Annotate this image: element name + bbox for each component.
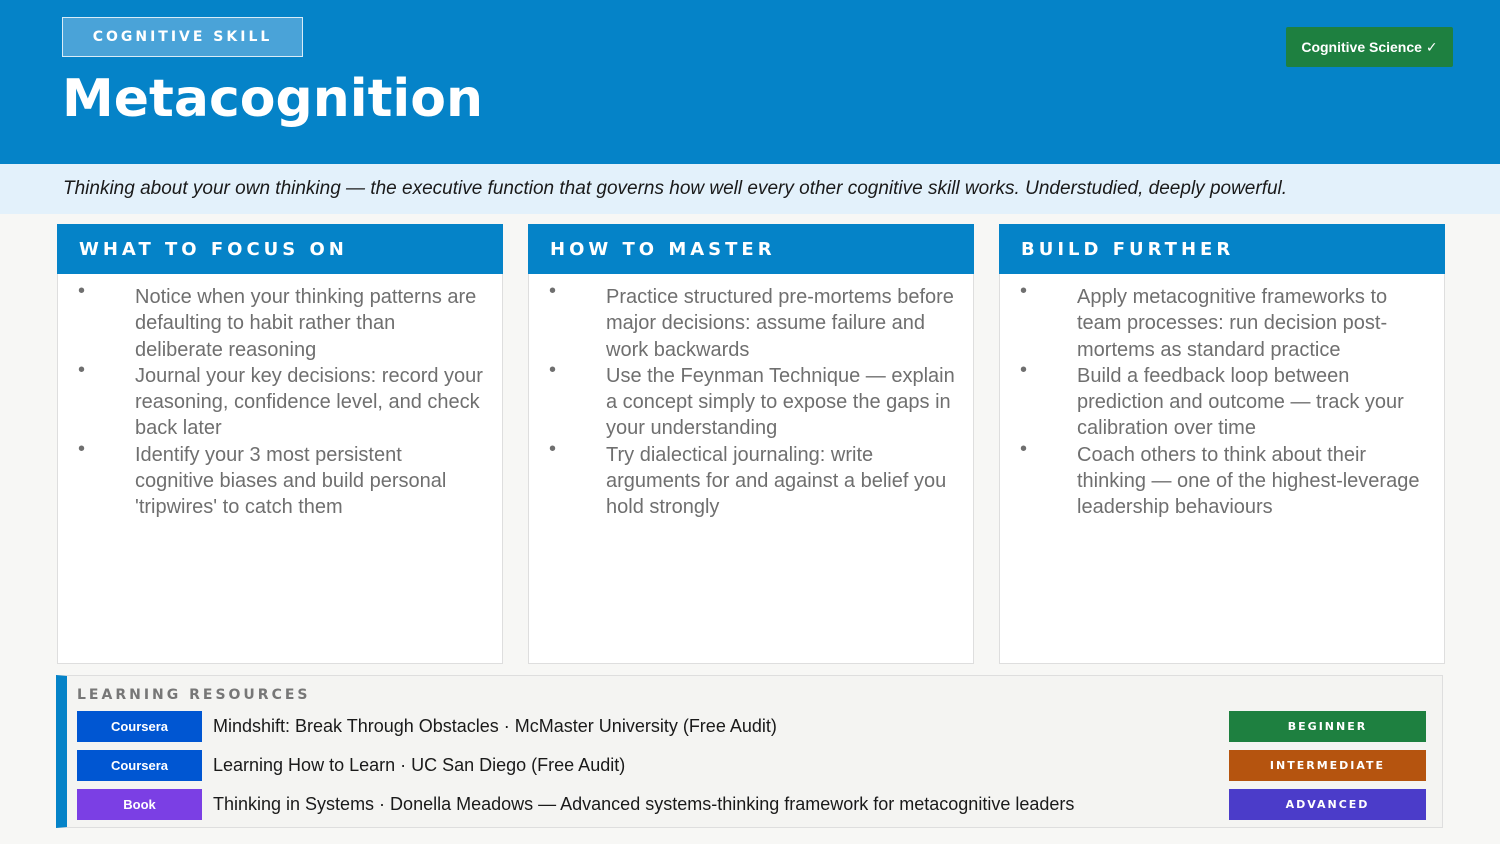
list-item-text: Apply metacognitive frameworks to team processes: run decision post-mortems as standard practice bbox=[1077, 286, 1388, 361]
bullet-icon: • bbox=[1020, 437, 1028, 460]
provider-tag: Book bbox=[77, 789, 202, 820]
list-item-text: Practice structured pre-mortems before major decisions: assume failure and work backwards bbox=[606, 286, 954, 361]
column-focus bbox=[57, 224, 503, 664]
list-item-text: Use the Feynman Technique — explain a concept simply to expose the gaps in your understanding bbox=[606, 364, 955, 440]
column-header: HOW TO MASTER bbox=[528, 224, 974, 274]
bullet-icon: • bbox=[1020, 358, 1028, 381]
bullet-icon: • bbox=[78, 280, 86, 302]
bullet-icon: • bbox=[78, 358, 86, 381]
list-item-text: Journal your key decisions: record your reasoning, confidence level, and check back later bbox=[135, 364, 483, 440]
resource-link[interactable]: Thinking in Systems · Donella Meadows — Advanced systems-thinking framework for metacognitive leaders bbox=[213, 794, 1075, 814]
list-item bbox=[1000, 437, 1444, 521]
list-item bbox=[529, 280, 973, 363]
level-badge: INTERMEDIATE bbox=[1229, 750, 1426, 781]
list-item-text: Try dialectical journaling: write arguments for and against a belief you hold strongly bbox=[606, 443, 947, 519]
subtitle: Thinking about your own thinking — the executive function that governs how well every other cognitive skill works. Understudied, deeply powerful. bbox=[63, 178, 1288, 199]
resource-row[interactable] bbox=[77, 711, 1437, 742]
list-item-text: Build a feedback loop between prediction and outcome — track your calibration over time bbox=[1077, 364, 1404, 440]
resource-row[interactable] bbox=[77, 789, 1437, 820]
resources-title: LEARNING RESOURCES bbox=[77, 687, 311, 703]
bullet-icon: • bbox=[549, 437, 557, 460]
list-item bbox=[58, 358, 502, 442]
list-item-text: Notice when your thinking patterns are defaulting to habit rather than deliberate reasoning bbox=[135, 286, 477, 361]
bullet-list bbox=[58, 274, 502, 521]
page-title: Metacognition bbox=[62, 69, 484, 129]
bullet-icon: • bbox=[549, 280, 557, 302]
domain-badge bbox=[1286, 27, 1453, 67]
domain-badge-label: Cognitive Science bbox=[1301, 39, 1422, 55]
list-item-text: Coach others to think about their thinking — one of the highest-leverage leadership behaviours bbox=[1077, 443, 1420, 519]
learning-resources bbox=[56, 675, 1443, 828]
column-header: WHAT TO FOCUS ON bbox=[57, 224, 503, 274]
resource-link[interactable]: Mindshift: Break Through Obstacles · McMaster University (Free Audit) bbox=[213, 716, 777, 736]
bullet-list bbox=[1000, 274, 1444, 521]
bullet-icon: • bbox=[549, 358, 557, 381]
bullet-icon: • bbox=[78, 437, 86, 460]
list-item bbox=[1000, 280, 1444, 363]
resource-row[interactable] bbox=[77, 750, 1437, 781]
check-icon: ✓ bbox=[1425, 38, 1438, 55]
list-item-text: Identify your 3 most persistent cognitive biases and build personal 'tripwires' to catch them bbox=[135, 443, 447, 519]
list-item bbox=[58, 280, 502, 363]
list-item bbox=[58, 437, 502, 521]
provider-tag: Coursera bbox=[77, 750, 202, 781]
level-badge: ADVANCED bbox=[1229, 789, 1426, 820]
header bbox=[0, 0, 1500, 164]
category-chip: COGNITIVE SKILL bbox=[62, 17, 303, 57]
provider-tag: Coursera bbox=[77, 711, 202, 742]
list-item bbox=[1000, 358, 1444, 442]
level-badge: BEGINNER bbox=[1229, 711, 1426, 742]
list-item bbox=[529, 437, 973, 521]
list-item bbox=[529, 358, 973, 442]
subtitle-band bbox=[0, 164, 1500, 214]
bullet-icon: • bbox=[1020, 280, 1028, 302]
resource-link[interactable]: Learning How to Learn · UC San Diego (Free Audit) bbox=[213, 755, 626, 775]
column-build bbox=[999, 224, 1445, 664]
column-header: BUILD FURTHER bbox=[999, 224, 1445, 274]
column-master bbox=[528, 224, 974, 664]
bullet-list bbox=[529, 274, 973, 521]
